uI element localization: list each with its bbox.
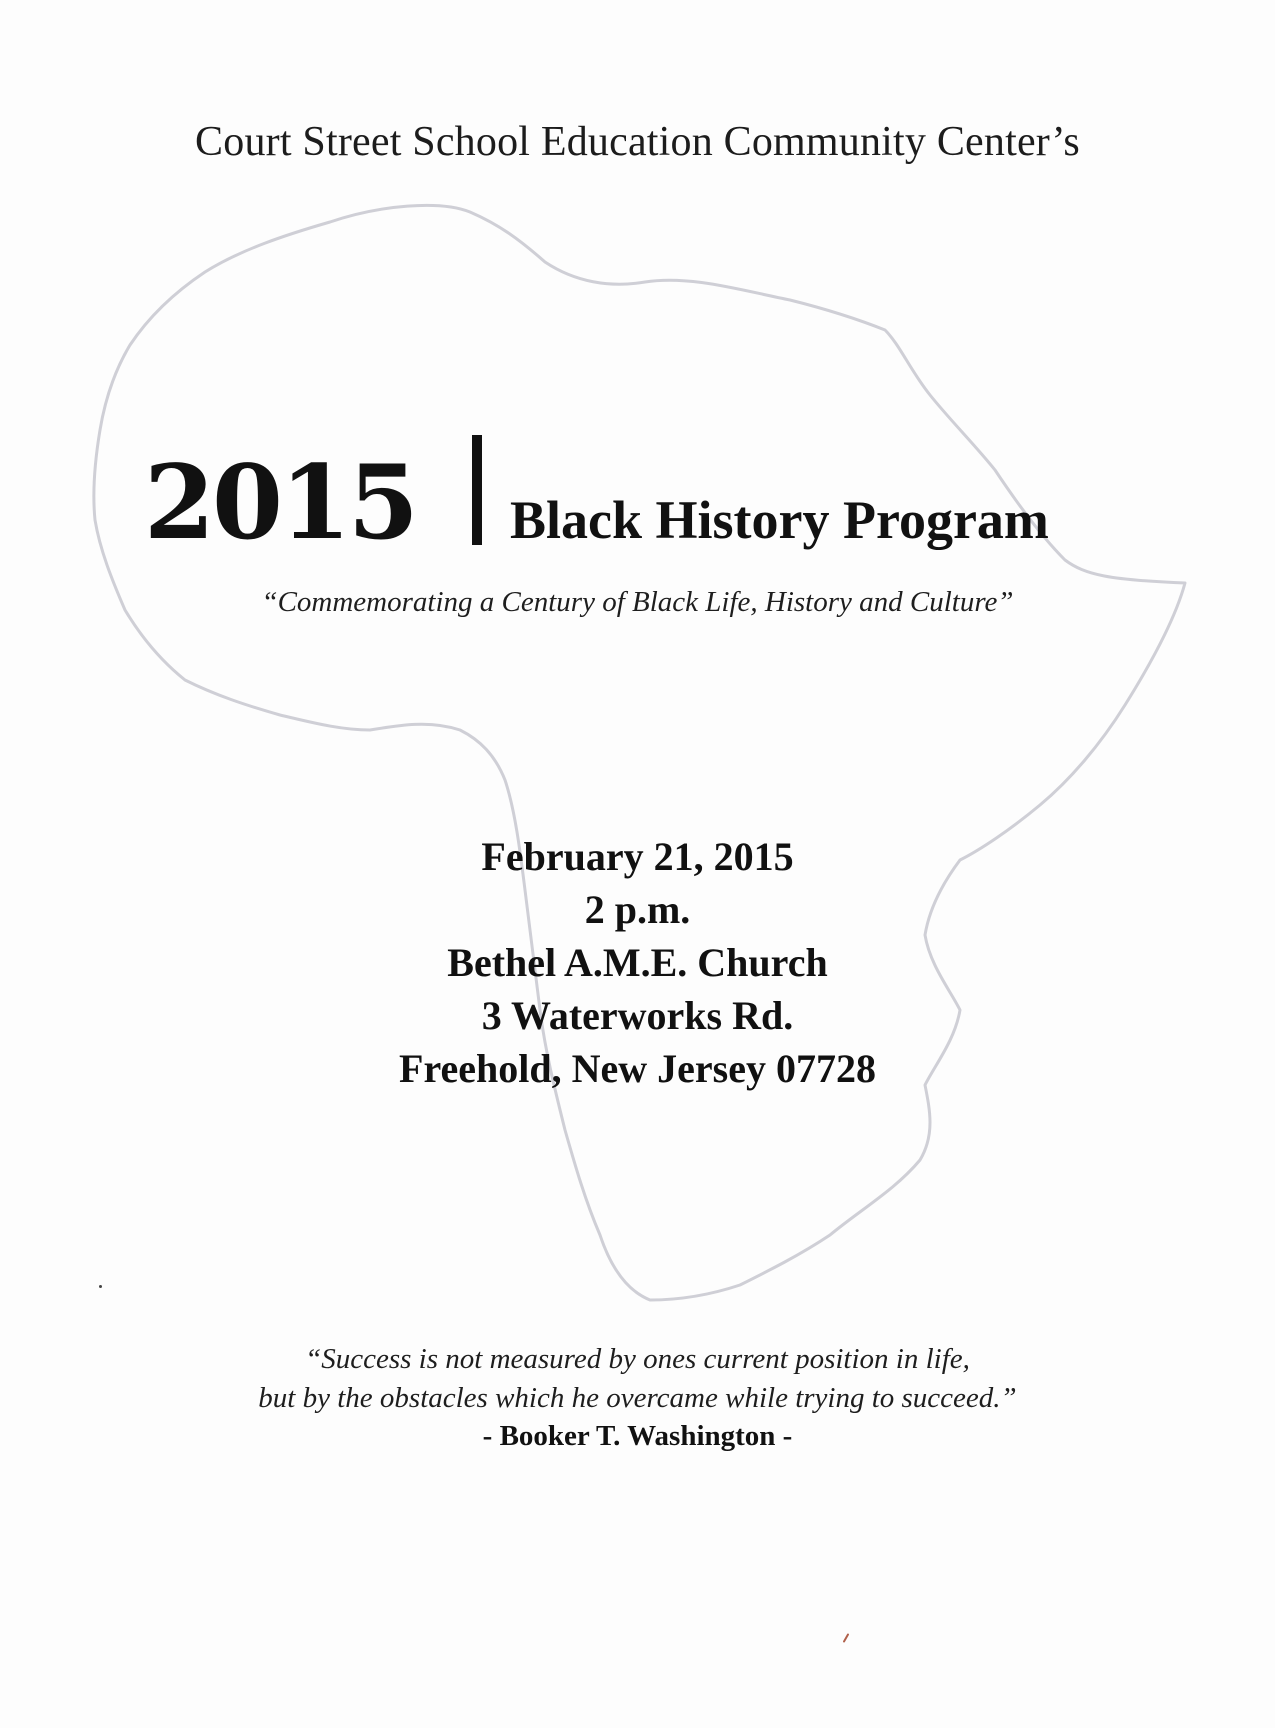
organization-name: Court Street School Education Community Center’s <box>195 119 1080 165</box>
quote-block <box>0 1340 1275 1455</box>
program-title <box>140 435 1140 585</box>
event-date: February 21, 2015 <box>481 834 794 879</box>
quote-line-2: but by the obstacles which he overcame while trying to succeed.” <box>258 1382 1017 1414</box>
event-venue: Bethel A.M.E. Church <box>447 940 828 985</box>
program-name: Black History Program <box>510 490 1049 550</box>
event-details <box>0 830 1275 1095</box>
program-year: 2015 <box>144 443 416 563</box>
scan-speck <box>843 1633 850 1643</box>
quote-line-1: “Success is not measured by ones current position in life, <box>305 1343 970 1375</box>
event-city: Freehold, New Jersey 07728 <box>399 1046 876 1091</box>
scan-speck <box>99 1285 102 1288</box>
title-divider <box>472 435 482 545</box>
event-street: 3 Waterworks Rd. <box>481 993 794 1038</box>
event-time: 2 p.m. <box>584 887 691 932</box>
quote-author: - Booker T. Washington - <box>482 1420 793 1452</box>
program-theme: “Commemorating a Century of Black Life, History and Culture” <box>261 586 1014 618</box>
